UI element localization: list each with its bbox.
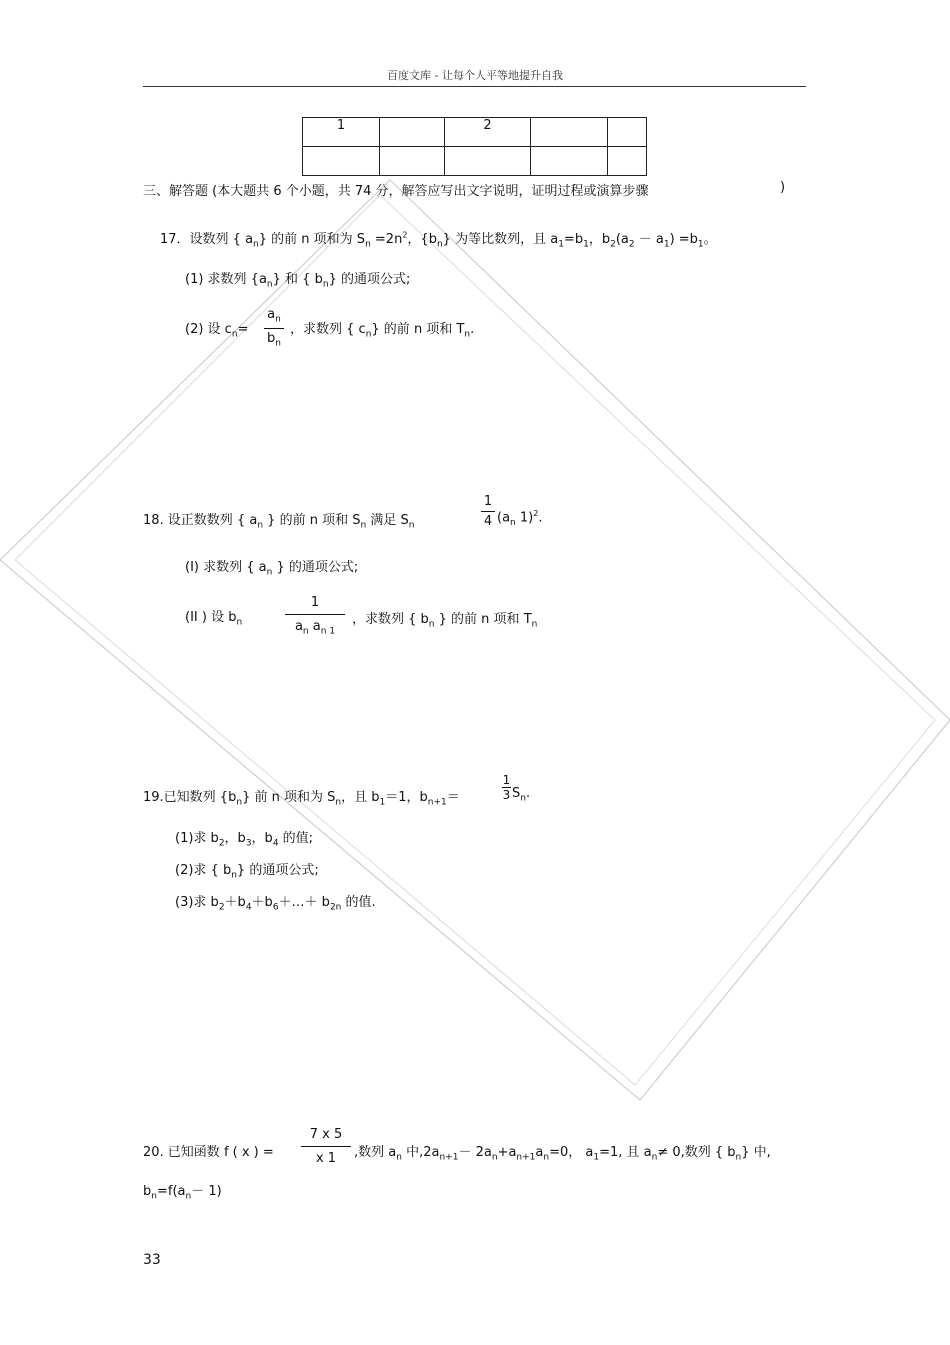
q17-part1: (1) 求数列 $\{a_n\}$ 和 { $b_n$} 的通项公式; bbox=[185, 272, 411, 290]
q18-fraction2: 1 $a_n$ $a_{n 1}$ bbox=[285, 596, 345, 637]
q17-fraction: $a_n$ $b_n$ bbox=[264, 308, 284, 348]
table-row bbox=[303, 118, 647, 147]
table-cell bbox=[445, 147, 531, 176]
page-number: 33 bbox=[143, 1252, 161, 1268]
table-cell bbox=[303, 147, 380, 176]
q19-stem-tail: $S_n$. bbox=[512, 786, 531, 804]
table-row bbox=[303, 147, 647, 176]
q18-part2-tail: ，求数列 { $b_n$ } 的前 n 项和 $T_n$ bbox=[352, 612, 538, 630]
q18-fraction: 1 4 bbox=[481, 495, 495, 528]
answer-table bbox=[302, 117, 647, 176]
q18-part1: (I) 求数列 { $a_n$ } 的通项公式; bbox=[185, 560, 359, 578]
section-heading-close: ) bbox=[780, 180, 786, 195]
q18-stem-tail: ($a_n$ 1)$^2$. bbox=[497, 509, 543, 528]
q19-part2: (2)求 { $b_n$} 的通项公式; bbox=[175, 863, 319, 881]
table-cell bbox=[608, 147, 647, 176]
table-cell: 1 bbox=[303, 118, 380, 147]
table-cell bbox=[608, 118, 647, 147]
q19-stem: 19.已知数列 $\{b_n\}$ 前 n 项和为 $S_n$，且 $b_1=1$，$b_{n+1}=$ bbox=[143, 790, 460, 808]
q18-part2: (II ) 设 $b_n$ bbox=[185, 610, 243, 628]
header-rule bbox=[143, 86, 806, 87]
table-cell bbox=[380, 147, 445, 176]
q18-stem: 18. 设正数数列 { $a_n$ } 的前 n 项和 $S_n$ 满足 $S_n$ bbox=[143, 513, 415, 531]
q20-stem: 20. 已知函数 f ( x ) = bbox=[143, 1145, 274, 1160]
section-heading: 三、解答题 (本大题共 6 个小题，共 74 分，解答应写出文字说明，证明过程或演算步骤 bbox=[143, 184, 649, 199]
table-cell: 2 bbox=[445, 118, 531, 147]
table-cell bbox=[531, 118, 608, 147]
page-header: 百度文库 - 让每个人平等地提升自我 bbox=[387, 69, 563, 82]
table-cell bbox=[531, 147, 608, 176]
q19-part3: (3)求 $b_2+b_4+b_6+\dots+ b_{2n}$ 的值. bbox=[175, 895, 376, 913]
q17-stem: 17．设数列 { $a_n$} 的前 n 项和为 $S_n =2n^2$，$\{b_n\}$ 为等比数列，且 $a_1=b_1$，$b_2(a_2 - a_1) =b_1$。 bbox=[160, 230, 717, 250]
q19-fraction: 1 3 bbox=[502, 773, 511, 802]
q19-part1: (1)求 $b_2$，$b_3$，$b_4$ 的值; bbox=[175, 831, 314, 849]
q20-line2: $b_n=f(a_n- 1)$ bbox=[143, 1184, 222, 1202]
q17-part2: (2) 设 $c_n=$ bbox=[185, 322, 249, 340]
q20-fraction: 7 x 5 x 1 bbox=[301, 1128, 351, 1165]
q17-part2-tail: ，求数列 { $c_n$} 的前 n 项和 $T_n$. bbox=[290, 322, 475, 340]
q20-stem-tail: ,数列 $a_n$ 中$,2a_{n+1}- 2a_n+a_{n+1}a_n=0$， $a_1=1$, 且 $a_n\ne 0$,数列 { $b_n$} 中, bbox=[354, 1145, 771, 1163]
table-cell bbox=[380, 118, 445, 147]
